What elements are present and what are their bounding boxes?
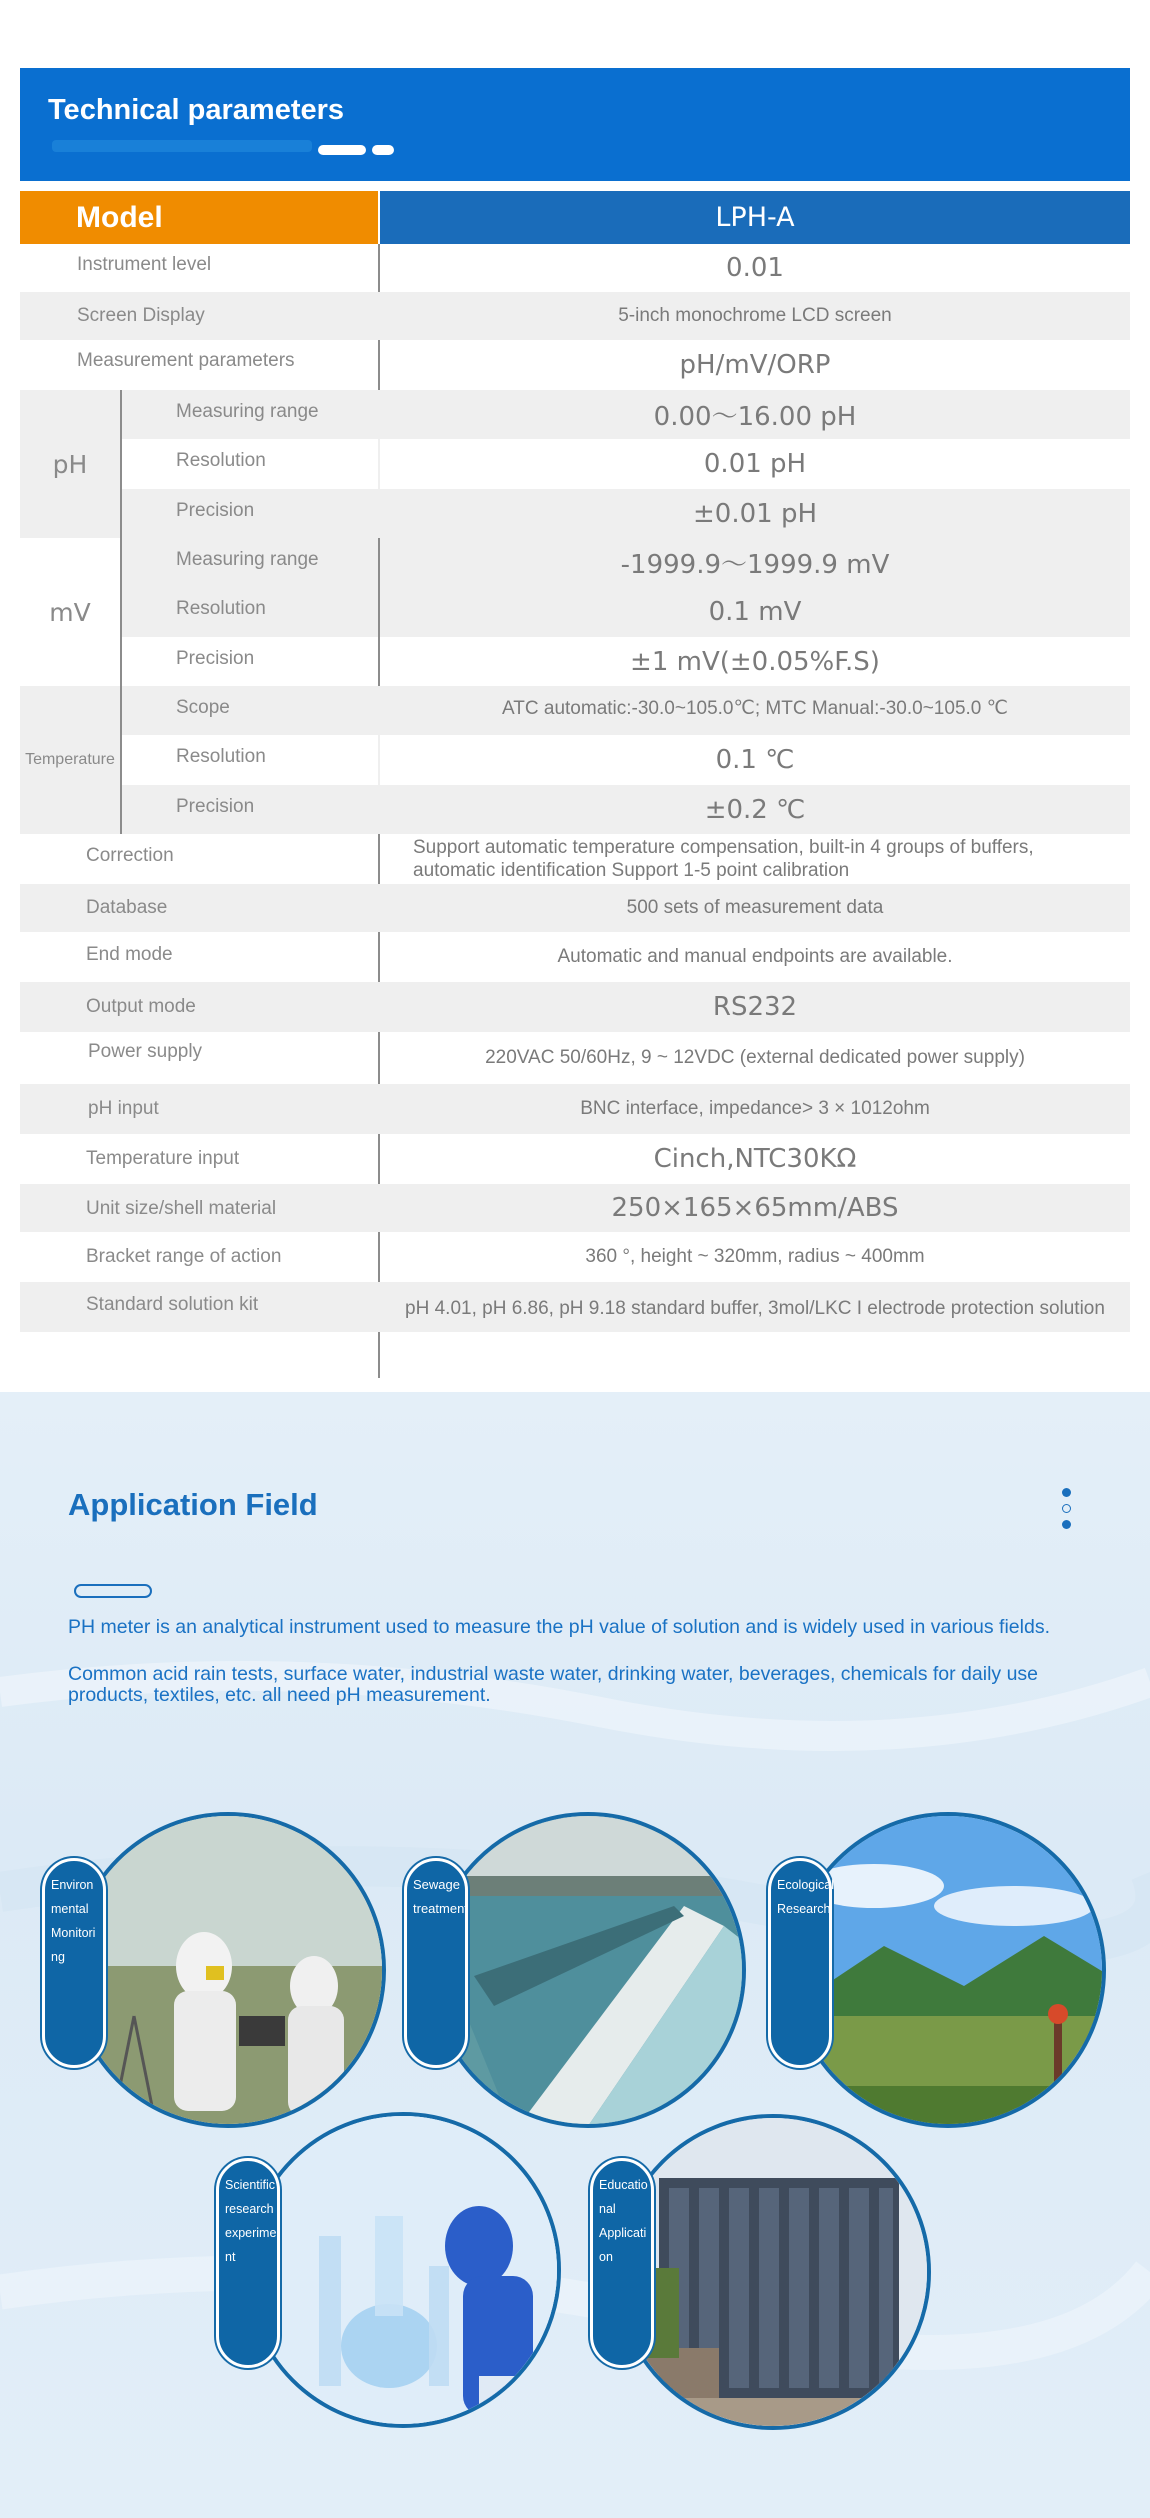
sewage-photo-image [434,1816,746,2128]
application-field-title: Application Field [68,1487,318,1522]
row-label: Measurement parameters [77,350,295,371]
row-label: Correction [86,845,174,866]
row-label: Database [86,897,168,918]
banner-decor-bar [52,140,312,152]
dots-indicator [1062,1488,1072,1536]
row-value: ±0.01 pH [693,499,817,529]
tag-sewage-treatment: Sewage treatment [404,1858,468,2068]
tech-params-title: Technical parameters [48,94,345,126]
photo-educational-application [615,2114,931,2430]
row-value: 0.01 [726,253,784,283]
app-paragraph-1: PH meter is an analytical instrument used to measure the pH value of solution and is widely used in various fields. [68,1616,1050,1638]
tag-ecological-research: Ecological Research [768,1858,832,2068]
row-label: Resolution [176,598,266,619]
row-label: Temperature input [86,1148,240,1169]
ecological-photo-image [794,1816,1106,2128]
row-label: Scope [176,697,230,718]
row-value: 360 °, height ~ 320mm, radius ~ 400mm [585,1246,925,1267]
row-label: Output mode [86,996,196,1017]
model-label: Model [20,191,378,244]
row-value: RS232 [712,992,798,1022]
row-value: ±0.2 ℃ [704,795,806,825]
banner-decor-pills [318,142,400,152]
row-value: Automatic and manual endpoints are available. [557,946,953,967]
row-value: 0.1 mV [708,597,802,627]
environmental-photo-image [74,1816,386,2128]
table-row [20,834,1130,884]
row-value: 220VAC 50/60Hz, 9 ~ 12VDC (external dedicated power supply) [485,1047,1025,1068]
row-label: Precision [176,500,255,521]
tech-params-banner [20,68,1130,181]
temp-group-label: Temperature [25,751,115,768]
table-row [20,884,1130,932]
row-value: Support automatic temperature compensation, built-in 4 groups of buffers, automatic identification Support 1-5 point calibration [413,837,1034,881]
row-label: Bracket range of action [86,1246,282,1267]
row-value: ±1 mV(±0.05%F.S) [630,647,880,677]
tag-environmental-monitoring: Environ mental Monitori ng [42,1858,106,2068]
row-value: 0.01 pH [703,449,807,479]
table-row [20,1134,1130,1184]
row-label: pH input [88,1098,159,1119]
row-label: Precision [176,648,255,669]
row-value: pH/mV/ORP [679,350,831,380]
row-label: Standard solution kit [86,1294,259,1315]
row-label: Measuring range [176,549,319,570]
row-label: Measuring range [176,401,319,422]
row-value: 250×165×65mm/ABS [611,1193,899,1223]
scientific-photo-image [249,2116,561,2428]
row-value: Cinch,NTC30KΩ [653,1144,857,1174]
table-row [20,1184,1130,1232]
table-row [20,244,1130,292]
model-row [20,191,1130,244]
photo-sewage-treatment [430,1812,746,2128]
educational-photo-image [619,2118,931,2430]
tag-scientific-research: Scientific research experime nt [216,2158,280,2368]
app-paragraph-2: Common acid rain tests, surface water, industrial waste water, drinking water, beverages, chemicals for daily use products, textiles, etc. all need pH measurement. [68,1663,1039,1706]
row-label: Unit size/shell material [86,1198,277,1219]
title-underline-pill [74,1584,152,1598]
row-value: 0.1 ℃ [715,745,795,775]
row-value: 0.00～16.00 pH [653,402,857,432]
row-label: Power supply [88,1041,203,1062]
row-value: 5-inch monochrome LCD screen [618,305,892,326]
tag-educational-application: Educatio nal Applicati on [590,2158,654,2368]
table-row [20,292,1130,340]
row-label: Resolution [176,450,266,471]
application-field-section [0,1392,1150,2518]
model-value: LPH-A [380,191,1130,244]
row-value: -1999.9～1999.9 mV [620,550,890,580]
row-value: 500 sets of measurement data [626,897,884,918]
row-label: End mode [86,944,173,965]
table-row [20,340,1130,390]
row-label: Precision [176,796,255,817]
row-value: ATC automatic:-30.0~105.0℃; MTC Manual:-30.0~105.0 ℃ [502,697,1008,719]
table-row [20,932,1130,982]
mv-group-label: mV [49,597,91,627]
table-row [20,1032,1130,1084]
row-label: Instrument level [77,254,212,275]
photo-scientific-research [245,2112,561,2428]
table-row [20,1084,1130,1134]
row-value: pH 4.01, pH 6.86, pH 9.18 standard buffer, 3mol/LKC I electrode protection solution [405,1298,1105,1319]
photo-ecological-research [790,1812,1106,2128]
row-value: BNC interface, impedance> 3 × 1012ohm [580,1098,930,1119]
row-label: Resolution [176,746,266,767]
table-row [20,982,1130,1032]
row-label: Screen Display [77,305,205,326]
table-row [20,1232,1130,1282]
ph-group-label: pH [52,449,88,479]
table-row [20,1282,1130,1332]
photo-environmental-monitoring [70,1812,386,2128]
